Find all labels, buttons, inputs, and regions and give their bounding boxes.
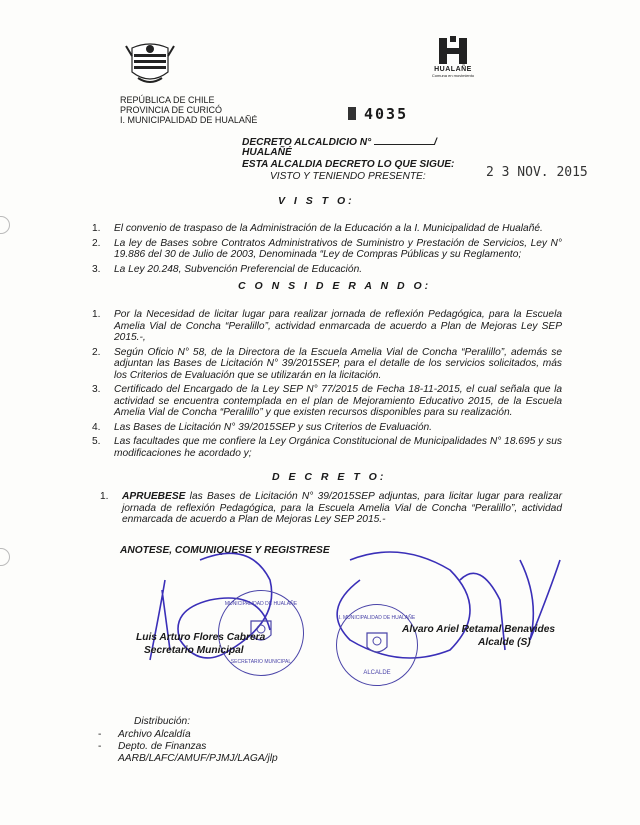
visto-list <box>92 223 562 278</box>
distribution-item: - Depto. de Finanzas <box>98 741 207 752</box>
decreto-heading: D E C R E T O: <box>272 471 387 483</box>
mayor-seal <box>336 604 418 686</box>
decree-number-stamp <box>348 105 408 123</box>
mayor-title: Alcalde (S) <box>478 637 531 648</box>
logo-tagline: Comuna en movimiento <box>431 73 475 78</box>
statement-line: ESTA ALCALDIA DECRETO LO QUE SIGUE: <box>242 159 455 170</box>
seal-right-top: I. MUNICIPALIDAD DE HUALAÑE <box>338 615 416 621</box>
header-country: REPÚBLICA DE CHILE <box>120 95 215 105</box>
seal-right-emblem-icon <box>363 629 391 659</box>
seal-left-top: MUNICIPALIDAD DE HUALAÑE <box>224 601 298 607</box>
punch-hole-mark <box>0 216 10 234</box>
distribution-initials: AARB/LAFC/AMUF/PJMJ/LAGA/jlp <box>118 753 278 764</box>
mayor-name: Alvaro Ariel Retamal Benavides <box>402 624 556 635</box>
decree-label: DECRETO ALCALDICIO N° <box>242 137 372 148</box>
visto-intro: VISTO Y TENIENDO PRESENTE: <box>270 171 426 182</box>
city-line: HUALAÑÉ <box>242 147 292 158</box>
closing-formula: ANOTESE, COMUNIQUESE Y REGISTRESE <box>120 545 330 556</box>
distribution-item: - Archivo Alcaldía <box>98 729 191 740</box>
hualane-logo <box>428 36 478 86</box>
decree-number: 4035 <box>364 105 409 123</box>
considerando-item: 3. Certificado del Encargado de la Ley SEP N° 77/2015 de Fecha 18-11-2015, el cual señala que la actividad se encuentra contemplada en el plan de Mejoramiento Educativo 2015, de la Escuela Amelia Vial de Concha “Peralillo” y que existen recursos disponibles para su realización. <box>92 384 562 418</box>
header-province: PROVINCIA DE CURICÓ <box>120 105 223 115</box>
visto-item: 1. El convenio de traspaso de la Administración de la Educación a la I. Municipalidad de Hualañé. <box>92 223 543 234</box>
seal-right-bottom: ALCALDE <box>363 670 391 676</box>
secretary-title: Secretario Municipal <box>144 645 244 656</box>
seal-left-bottom: SECRETARIO MUNICIPAL <box>230 659 292 665</box>
stamp-mark-icon <box>348 107 356 120</box>
decreto-list <box>100 491 562 529</box>
secretary-name: Luis Arturo Flores Cabrera <box>136 632 266 643</box>
considerando-item: 4. Las Bases de Licitación N° 39/2015SEP y sus Criterios de Evaluación. <box>92 421 432 433</box>
considerando-list <box>92 309 562 462</box>
punch-hole-mark <box>0 548 10 566</box>
considerando-item: 1. Por la Necesidad de licitar lugar para realizar jornada de reflexión Pedagógica, para la Escuela Amelia Vial de Concha “Peralillo”, actividad enmarcada de acuerdo a Plan de Mejoras Ley SEP 2015.-, <box>92 309 562 343</box>
decree-number-blank <box>374 135 434 145</box>
visto-item: 2. La ley de Bases sobre Contratos Administrativos de Suministro y Prestación de Servicios, Ley N° 19.886 del 30 de Julio de 2003, Denominada “Ley de Compras Públicas y su Reglamento; <box>92 237 562 260</box>
visto-item: 3. La Ley 20.248, Subvención Preferencial de Educación. <box>92 263 363 275</box>
distribution-heading: Distribución: <box>134 716 191 727</box>
decree-slash: / <box>434 137 437 148</box>
considerando-item: 5. Las facultades que me confiere la Ley Orgánica Constitucional de Municipalidades N° 18.695 y sus modificaciones he acordado y; <box>92 436 562 459</box>
coat-of-arms-logo <box>124 38 176 88</box>
visto-heading: V I S T O: <box>278 195 355 207</box>
considerando-heading: C O N S I D E R A N D O: <box>238 280 432 292</box>
considerando-item: 2. Según Oficio N° 58, de la Directora de la Escuela Amelia Vial de Concha “Peralillo”, además se adjuntan las Bases de Licitación N° 39/2015SEP, para el detalle de los servicios solicitados, más los Criterios de Evaluación que se utilizarán en la licitación. <box>92 346 562 381</box>
header-municipality: I. MUNICIPALIDAD DE HUALAÑÉ <box>120 115 258 125</box>
decreto-item: 1. APRUEBESE las Bases de Licitación N° 39/2015SEP adjuntas, para licitar lugar para realizar jornada de reflexión Pedagógica, para la Escuela Amelia Vial de Concha “Peralillo”, actividad enmarcada de acuerdo a Plan de Mejoras Ley SEP 2015.- <box>100 491 562 525</box>
logo-text: HUALAÑE <box>434 66 472 73</box>
date-stamp: 2 3 NOV. 2015 <box>486 165 588 180</box>
